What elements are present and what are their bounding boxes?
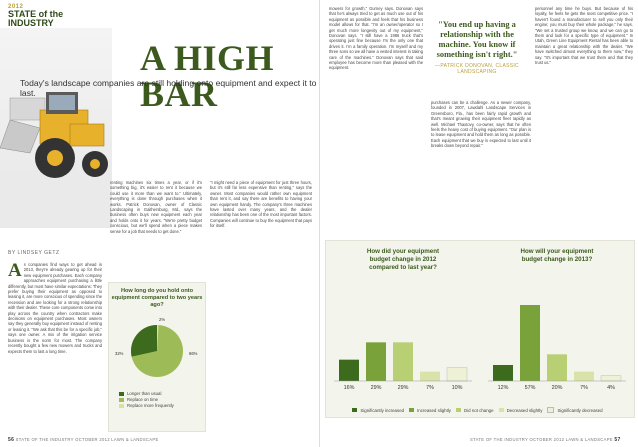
bar	[493, 365, 513, 381]
page-number: 57	[614, 437, 621, 443]
pie-label-right: 66%	[189, 351, 198, 356]
page-headline: A HIGH BAR	[140, 38, 275, 114]
column-text: personnel any time he buys. But because of his loyalty, he feels he gets the most competitive price. "I haven't found a manufacturer to sell you only their engine; you must buy their whole package," he says. "We set a trusted group we know, and we can go to them and look for a specific type of equipment." In Utah, Green Line Equipment Rental has been able to maintain a great relationship with the dealer. "We have switched almost everything to them now," they say. "It's important that we trust them and that they trust us."	[535, 6, 633, 66]
bar	[520, 305, 540, 381]
bar-value-label: 16%	[343, 385, 355, 391]
legend-label: Decreased slightly	[506, 407, 543, 413]
bar	[547, 354, 567, 381]
column-text: renting machines six times a year, or if it's something big, it's easier to rent it because we could use it more than we want to." Ultimately, everything is done through purchases when it works. Patrick Donovan, owner of Classic Landscaping in Gaithersburg, Md., says the business often buys new equipment each year and holds onto it for years. "We're pretty budget conscious, but we'll spend when a piece makes sense for a job that needs to get done."	[110, 180, 202, 234]
badge-year: 2012	[8, 4, 24, 10]
drop-cap: A	[8, 262, 22, 281]
legend-swatch	[352, 408, 357, 412]
byline: BY LINDSEY GETZ	[8, 250, 60, 256]
bar	[601, 376, 621, 381]
tractor-photo	[0, 28, 112, 228]
legend-item	[547, 407, 602, 413]
bar	[339, 360, 359, 381]
legend-swatch	[119, 398, 124, 402]
bar-value-label: 12%	[497, 385, 509, 391]
column-text: mowers for growth," Gurney says. Donovan says that he's always tried to get as much use out of his equipment as possible and feels that his business model allows for that. "I'm an owner/operator so I get much more longevity out of my equipment," Donovan says. "I still have a 1986 truck that's operating just fine because I'm the only one that drives it. I'm a family operation. I'm myself and my three sons so we all have a vested interest in taking care of the machines." Donovan says that said employee has become more than pleased with the equipment.	[329, 6, 423, 71]
legend-swatch	[409, 408, 414, 412]
right-footer	[470, 437, 621, 443]
bar	[420, 372, 440, 381]
chart-title: How long do you hold onto equipment compared to two years ago?	[111, 288, 203, 308]
pie-slice-longer	[131, 325, 157, 357]
bar	[366, 342, 386, 381]
legend-label: Replace on time	[127, 397, 159, 402]
legend-swatch	[547, 407, 554, 413]
bar-value-label: 57%	[524, 385, 536, 391]
chart-title-line: budget change in 2012	[369, 256, 437, 263]
left-article-column-2	[110, 180, 202, 260]
bar-value-label: 20%	[551, 385, 563, 391]
pie-legend	[109, 391, 205, 409]
legend-swatch	[119, 404, 124, 408]
bar-value-label: 29%	[397, 385, 409, 391]
hold-equipment-chart	[108, 282, 206, 432]
column-text: s companies find ways to get ahead in 2013, they're already gearing up for their new equipment purchases. Each company approaches equipment purchasing a little differently, but most have similar expectations: They prefer buying their equipment as opposed to leasing it, are more conscious of spending since the recession and are looking for a strong relationship with their dealer. These core components come into play across the country when contractors make decisions on equipment purchases. Most owners say they generally buy equipment instead of renting or leasing it. "We ask that this be for a specific job," says one owner. A mix of the irrigation service business is the norm for most. The company recently bought a few new mowers and trucks and expects them to last a long time.	[8, 262, 102, 354]
bar-value-label: 4%	[607, 385, 615, 391]
budget-bar-charts	[326, 241, 634, 401]
legend-label: Replace more frequently	[127, 403, 174, 408]
legend-label: Significantly decreased	[557, 407, 603, 413]
pie-chart	[109, 311, 205, 391]
left-article-column-1	[8, 262, 102, 434]
chart-title-line: How did your equipment	[366, 248, 440, 255]
legend-label: Longer than usual	[127, 391, 162, 396]
legend-label: Did not change	[464, 407, 494, 413]
legend-swatch	[456, 408, 461, 412]
pie-label-top: 2%	[159, 317, 166, 322]
pull-quote-attribution: —PATRICK DONOVAN, CLASSIC LANDSCAPING	[435, 63, 519, 75]
budget-legend	[325, 407, 635, 414]
bar	[393, 342, 413, 381]
legend-swatch	[499, 408, 504, 412]
bar-value-label: 7%	[426, 385, 434, 391]
right-article-column-1	[329, 6, 423, 236]
chart-title-line: compared to last year?	[369, 264, 437, 271]
pull-quote	[431, 20, 523, 75]
budget-charts-box	[325, 240, 635, 418]
column-text: "I might need a piece of equipment for just three hours, but it's still far less expensive than renting," says the owner. Most companies would rather own equipment than rent it, and say there are benefits to having your own equipment handy. The company's three machines have lasted over many years, and the dealer relationship has been one of the most important factors. Companies will continue to buy the equipment that pays for itself.	[210, 180, 312, 229]
badge-line2: INDUSTRY	[8, 18, 54, 28]
legend-label: Increased slightly	[417, 407, 452, 413]
pie-label-left: 32%	[115, 351, 124, 356]
page-number: 56	[8, 437, 15, 443]
bar-value-label: 7%	[580, 385, 588, 391]
right-article-column-3	[535, 6, 633, 236]
page-subhead: Today's landscape companies are still holding onto equipment and expect it to last.	[20, 78, 317, 98]
legend-label: Significantly increased	[360, 407, 405, 413]
bar	[447, 368, 467, 381]
bar-value-label: 10%	[451, 385, 463, 391]
left-footer	[8, 437, 159, 443]
chart-title-line: budget change in 2013?	[521, 256, 593, 263]
bar	[574, 372, 594, 381]
legend-swatch	[119, 392, 124, 396]
column-text: purchases can be a challenge. As a newer company, founded in 2007, Lawdahl Landscape Services in Greensboro, Fla., has been fairly rapid growth and that's meant growing their equipment fleet rapidly as well. Michael Thaxtovy, co-owner, says that he often feels the heavy cost of buying equipment. "Our plan is to lease equipment and hold them as long as possible. Each equipment that we buy is expected to last until it breaks down beyond repair."	[431, 100, 531, 149]
bar-value-label: 29%	[370, 385, 382, 391]
left-article-column-3	[210, 180, 312, 434]
footer-text: STATE OF THE INDUSTRY OCTOBER 2012 LAWN & LANDSCAPE	[470, 437, 613, 442]
legend-item	[409, 407, 451, 413]
chart-title-line: How will your equipment	[520, 248, 594, 255]
tractor-illustration	[0, 28, 112, 228]
pull-quote-text: "You end up having a relationship with the machine. You know if something isn't right."	[436, 20, 518, 59]
legend-item	[499, 407, 543, 413]
legend-item	[119, 403, 205, 409]
badge-line1: STATE of the	[8, 9, 64, 19]
legend-item	[456, 407, 494, 413]
legend-item	[352, 407, 404, 413]
footer-text: STATE OF THE INDUSTRY OCTOBER 2012 LAWN & LANDSCAPE	[15, 437, 159, 442]
right-article-column-2	[431, 100, 531, 236]
